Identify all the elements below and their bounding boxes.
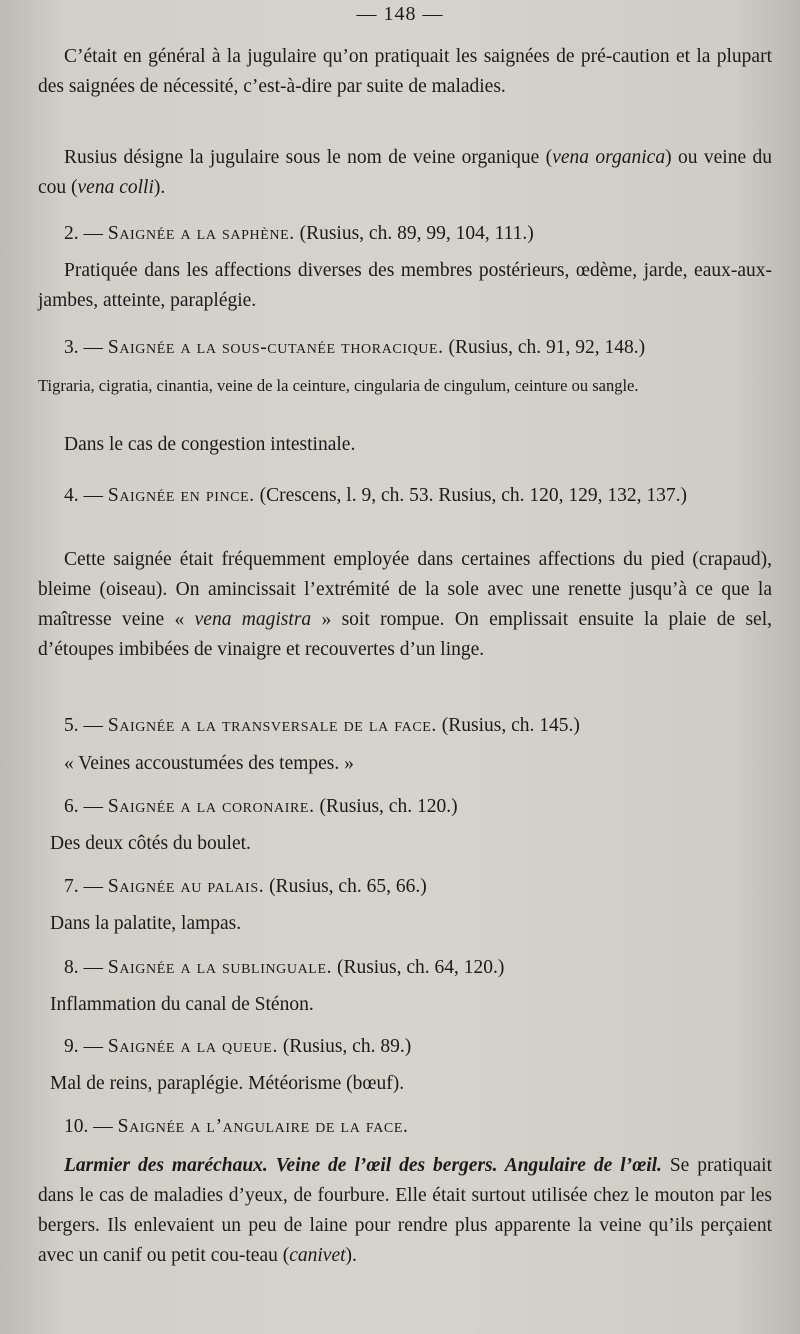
section-reference: (Rusius, ch. 89, 99, 104, 111.) bbox=[299, 223, 534, 244]
section-heading-8 bbox=[38, 953, 772, 983]
section-heading-2 bbox=[38, 219, 772, 249]
text-run: Rusius désigne la jugulaire sous le nom de veine organique ( bbox=[64, 147, 553, 168]
text-run: » soit rompue. On emplissait ensuite la plaie de sel, d’étoupes imbibées de vinaigre et recouvertes d’un linge. bbox=[38, 609, 773, 660]
section-heading-6 bbox=[38, 792, 772, 822]
section-reference: (Rusius, ch. 91, 92, 148.) bbox=[448, 337, 646, 358]
section-heading-7 bbox=[38, 872, 772, 902]
section-title: Saignée a la sous-cutanée thoracique. bbox=[107, 337, 444, 358]
text-run: Se pratiquait dans le cas de maladies d’yeux, de fourbure. Elle était surtout utilisée chez le mouton par les bergers. Ils enlevaient un peu de laine pour rendre plus apparente la veine qu’ils perçaient avec un canif ou petit cou-teau ( bbox=[38, 1155, 772, 1266]
paragraph-saphene: Pratiquée dans les affections diverses des membres postérieurs, œdème, jarde, eaux-aux-jambes, atteinte, paraplégie. bbox=[38, 260, 772, 311]
paragraph-rusius-jugulaire bbox=[38, 143, 772, 203]
section-heading-9 bbox=[38, 1032, 772, 1062]
paragraph-stenon: Inflammation du canal de Sténon. bbox=[50, 994, 314, 1015]
italic-lead: Larmier des maréchaux. Veine de l’œil des bergers. Angulaire de l’œil. bbox=[64, 1155, 662, 1176]
section-heading-3 bbox=[38, 333, 772, 363]
section-number: 2. bbox=[64, 223, 79, 244]
section-number: 8. bbox=[64, 957, 79, 978]
section-number: 9. bbox=[64, 1036, 79, 1057]
paragraph-reins: Mal de reins, paraplégie. Météorisme (bœuf). bbox=[50, 1073, 405, 1094]
italic-term: canivet bbox=[289, 1245, 346, 1266]
paragraph-angulaire bbox=[38, 1151, 772, 1271]
section-title: Saignée a la saphène. bbox=[107, 223, 295, 244]
section-number: 6. bbox=[64, 796, 79, 817]
section-number: 3. bbox=[64, 337, 79, 358]
dash: — bbox=[83, 223, 103, 244]
section-heading-4 bbox=[38, 481, 772, 511]
text-run: Cette saignée était fréquemment employée dans certaines affections du pied (crapaud), bleime (oiseau). On amincissait l’extrémité de la sole avec une renette jusqu’à ce que la maîtresse veine « bbox=[38, 549, 772, 630]
dash: — bbox=[83, 337, 103, 358]
section-title: Saignée a la transversale de la face. bbox=[107, 715, 437, 736]
section-title: Saignée a la coronaire. bbox=[107, 796, 315, 817]
section-reference: (Rusius, ch. 64, 120.) bbox=[336, 957, 505, 978]
paragraph-boulet: Des deux côtés du boulet. bbox=[50, 833, 251, 854]
section-number: 4. bbox=[64, 485, 79, 506]
italic-term: vena colli bbox=[77, 177, 154, 198]
section-reference: (Rusius, ch. 145.) bbox=[441, 715, 580, 736]
section-heading-5 bbox=[38, 711, 772, 741]
dash: — bbox=[83, 796, 103, 817]
dash: — bbox=[83, 485, 103, 506]
section-number: 5. bbox=[64, 715, 79, 736]
section-reference: (Rusius, ch. 89.) bbox=[282, 1036, 412, 1057]
paragraph-tigraria: Tigraria, cigratia, cinantia, veine de la ceinture, cingularia de cingulum, ceinture ou sangle. bbox=[38, 376, 639, 395]
text-run: ). bbox=[153, 177, 166, 198]
section-title: Saignée a la sublinguale. bbox=[107, 957, 333, 978]
dash: — bbox=[93, 1116, 113, 1137]
section-title: Saignée en pince. bbox=[107, 485, 255, 506]
dash: — bbox=[83, 876, 103, 897]
italic-term: vena magistra bbox=[194, 609, 312, 630]
section-title: Saignée a l’angulaire de la face. bbox=[117, 1116, 409, 1137]
text-run: ). bbox=[345, 1245, 357, 1266]
paragraph-palatite: Dans la palatite, lampas. bbox=[50, 913, 242, 934]
paragraph-tempes: « Veines accoustumées des tempes. » bbox=[64, 753, 354, 774]
dash: — bbox=[83, 1036, 103, 1057]
section-title: Saignée a la queue. bbox=[107, 1036, 278, 1057]
section-reference: (Crescens, l. 9, ch. 53. Rusius, ch. 120, 129, 132, 137.) bbox=[259, 485, 687, 506]
paragraph-jugulaire: C’était en général à la jugulaire qu’on pratiquait les saignées de pré-caution et la plupart des saignées de nécessité, c’est-à-dire par suite de maladies. bbox=[38, 46, 772, 97]
text-run: ) ou veine du cou ( bbox=[38, 147, 773, 198]
section-heading-10 bbox=[38, 1112, 772, 1142]
section-number: 7. bbox=[64, 876, 79, 897]
paragraph-pince bbox=[38, 545, 772, 665]
dash: — bbox=[83, 715, 103, 736]
section-reference: (Rusius, ch. 65, 66.) bbox=[269, 876, 427, 897]
paragraph-congestion: Dans le cas de congestion intestinale. bbox=[64, 434, 356, 455]
section-reference: (Rusius, ch. 120.) bbox=[319, 796, 458, 817]
section-number: 10. bbox=[64, 1116, 89, 1137]
dash: — bbox=[83, 957, 103, 978]
italic-term: vena organica bbox=[552, 147, 666, 168]
section-title: Saignée au palais. bbox=[107, 876, 265, 897]
page-number: — 148 — bbox=[356, 3, 444, 25]
